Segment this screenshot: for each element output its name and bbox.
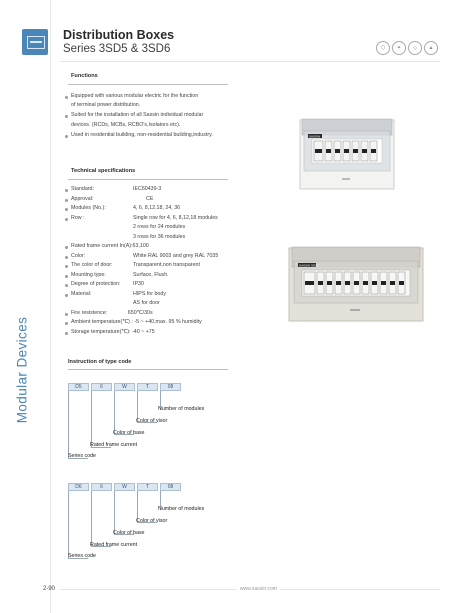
function-text: devices. (RCDs, MCBs, RCBO's,Isolators etc). [71,122,181,128]
bullet-icon [65,115,68,118]
code-label: Color of visor [136,518,168,524]
bullet-icon [65,218,68,221]
code-segment: W [114,383,135,391]
type-code-heading: Instruction of type code [68,359,132,365]
bullet-icon [65,265,68,268]
code-label: Rated frame current [90,442,138,448]
website-link[interactable]: www.sassin.com [237,586,280,592]
distribution-box-icon [22,29,48,55]
header-divider [60,61,440,62]
code-segment: 6 [91,383,112,391]
spec-label: The color of door: [71,262,113,268]
bullet-icon [65,199,68,202]
code-label: Rated frame current [90,542,138,548]
spec-value: White RAL 9003 and grey RAL 7035 [133,253,219,259]
sidebar [0,0,51,613]
spec-value: Single row for 4, 6, 8,12,18 modules [133,215,218,221]
certification-icon: ✦ [392,41,406,55]
code-label: Number of modules [158,506,205,512]
svg-text:SASSIN 3SD6: SASSIN 3SD6 [299,263,319,268]
function-text: Suited for the installation of all Sassin individual modular [71,112,204,118]
connector-line [91,391,92,447]
spec-text: Rated frame current In(A):63,100 [71,243,149,249]
product-photo-white-box [298,117,398,192]
code-segment: T [137,483,158,491]
svg-text:SASSIN: SASSIN [309,134,321,139]
spec-text: Storage temperature(℃): -40 ~ +75 [71,329,155,335]
bullet-icon [65,96,68,99]
bullet-icon [65,256,68,259]
spec-label: Mounting type: [71,272,106,278]
specs-heading: Technical specifications [71,168,136,174]
bullet-icon [65,284,68,287]
code-label: Number of modules [158,406,205,412]
spec-label: Approval: [71,196,94,202]
bullet-icon [65,246,68,249]
section-label: Modular Devices [14,316,30,424]
functions-divider [68,84,228,85]
functions-heading: Functions [71,73,98,79]
type-code-divider [68,369,228,370]
bullet-icon [65,332,68,335]
page-subtitle: Series 3SD5 & 3SD6 [63,43,171,55]
spec-value: IP30 [133,281,144,287]
spec-value: CE [146,196,154,202]
certification-icon: ◇ [408,41,422,55]
bullet-icon [65,135,68,138]
connector-line [114,391,115,434]
bullet-icon [65,322,68,325]
type-code-1 [68,383,183,391]
connector-line [114,491,115,534]
function-text: Equipped with various modular electric for the function [71,93,199,99]
code-segment: D5 [68,383,89,391]
code-label: Color of visor [136,418,168,424]
bullet-icon [65,294,68,297]
spec-value: HIPS for body [133,291,166,297]
spec-text: Ambient temperature(℃) : -5 ~ +40,max. 95 % humidity [71,319,202,325]
code-segment: 08 [160,483,181,491]
function-text: of terminal power distribution. [71,102,141,108]
specs-divider [68,179,228,180]
product-photo-grey-box [286,244,426,324]
certification-icon: ▲ [424,41,438,55]
bullet-icon [65,208,68,211]
spec-label: Standard: [71,186,94,192]
spec-value: AS for door [133,300,160,306]
connector-line [68,391,69,458]
bullet-icon [65,313,68,316]
code-segment: W [114,483,135,491]
code-segment: T [137,383,158,391]
code-segment: D6 [68,483,89,491]
page-title: Distribution Boxes [63,28,175,42]
spec-label: Color: [71,253,86,259]
spec-value: Surface, Flush. [133,272,169,278]
code-segment: 6 [91,483,112,491]
connector-line [91,491,92,546]
spec-value: 2 rows for 24 modules [133,224,186,230]
function-text: Used in residential building, non-residential building,industry. [71,132,213,138]
code-label: Series code [68,453,96,459]
page-number: 2-90 [43,586,56,592]
certification-icon: ⬡ [376,41,390,55]
bullet-icon [65,189,68,192]
spec-label: Material: [71,291,92,297]
spec-value: Transparent,non transparent [133,262,200,268]
bullet-icon [65,275,68,278]
spec-value: 3 rows for 36 modules [133,234,186,240]
spec-label: Modules (No.): [71,205,106,211]
spec-label: Row : [71,215,85,221]
code-segment: 08 [160,383,181,391]
spec-value: 4, 6, 8,12,18, 24, 36 [133,205,181,211]
spec-value: IEC60439-3 [133,186,162,192]
spec-text: Fire resistence: 650℃/30s [71,310,153,316]
code-label: Color of base [113,430,145,436]
type-code-2 [68,483,183,491]
spec-label: Degree of protection: [71,281,121,287]
code-label: Series code [68,553,96,559]
code-label: Color of base [113,530,145,536]
connector-line [68,491,69,558]
